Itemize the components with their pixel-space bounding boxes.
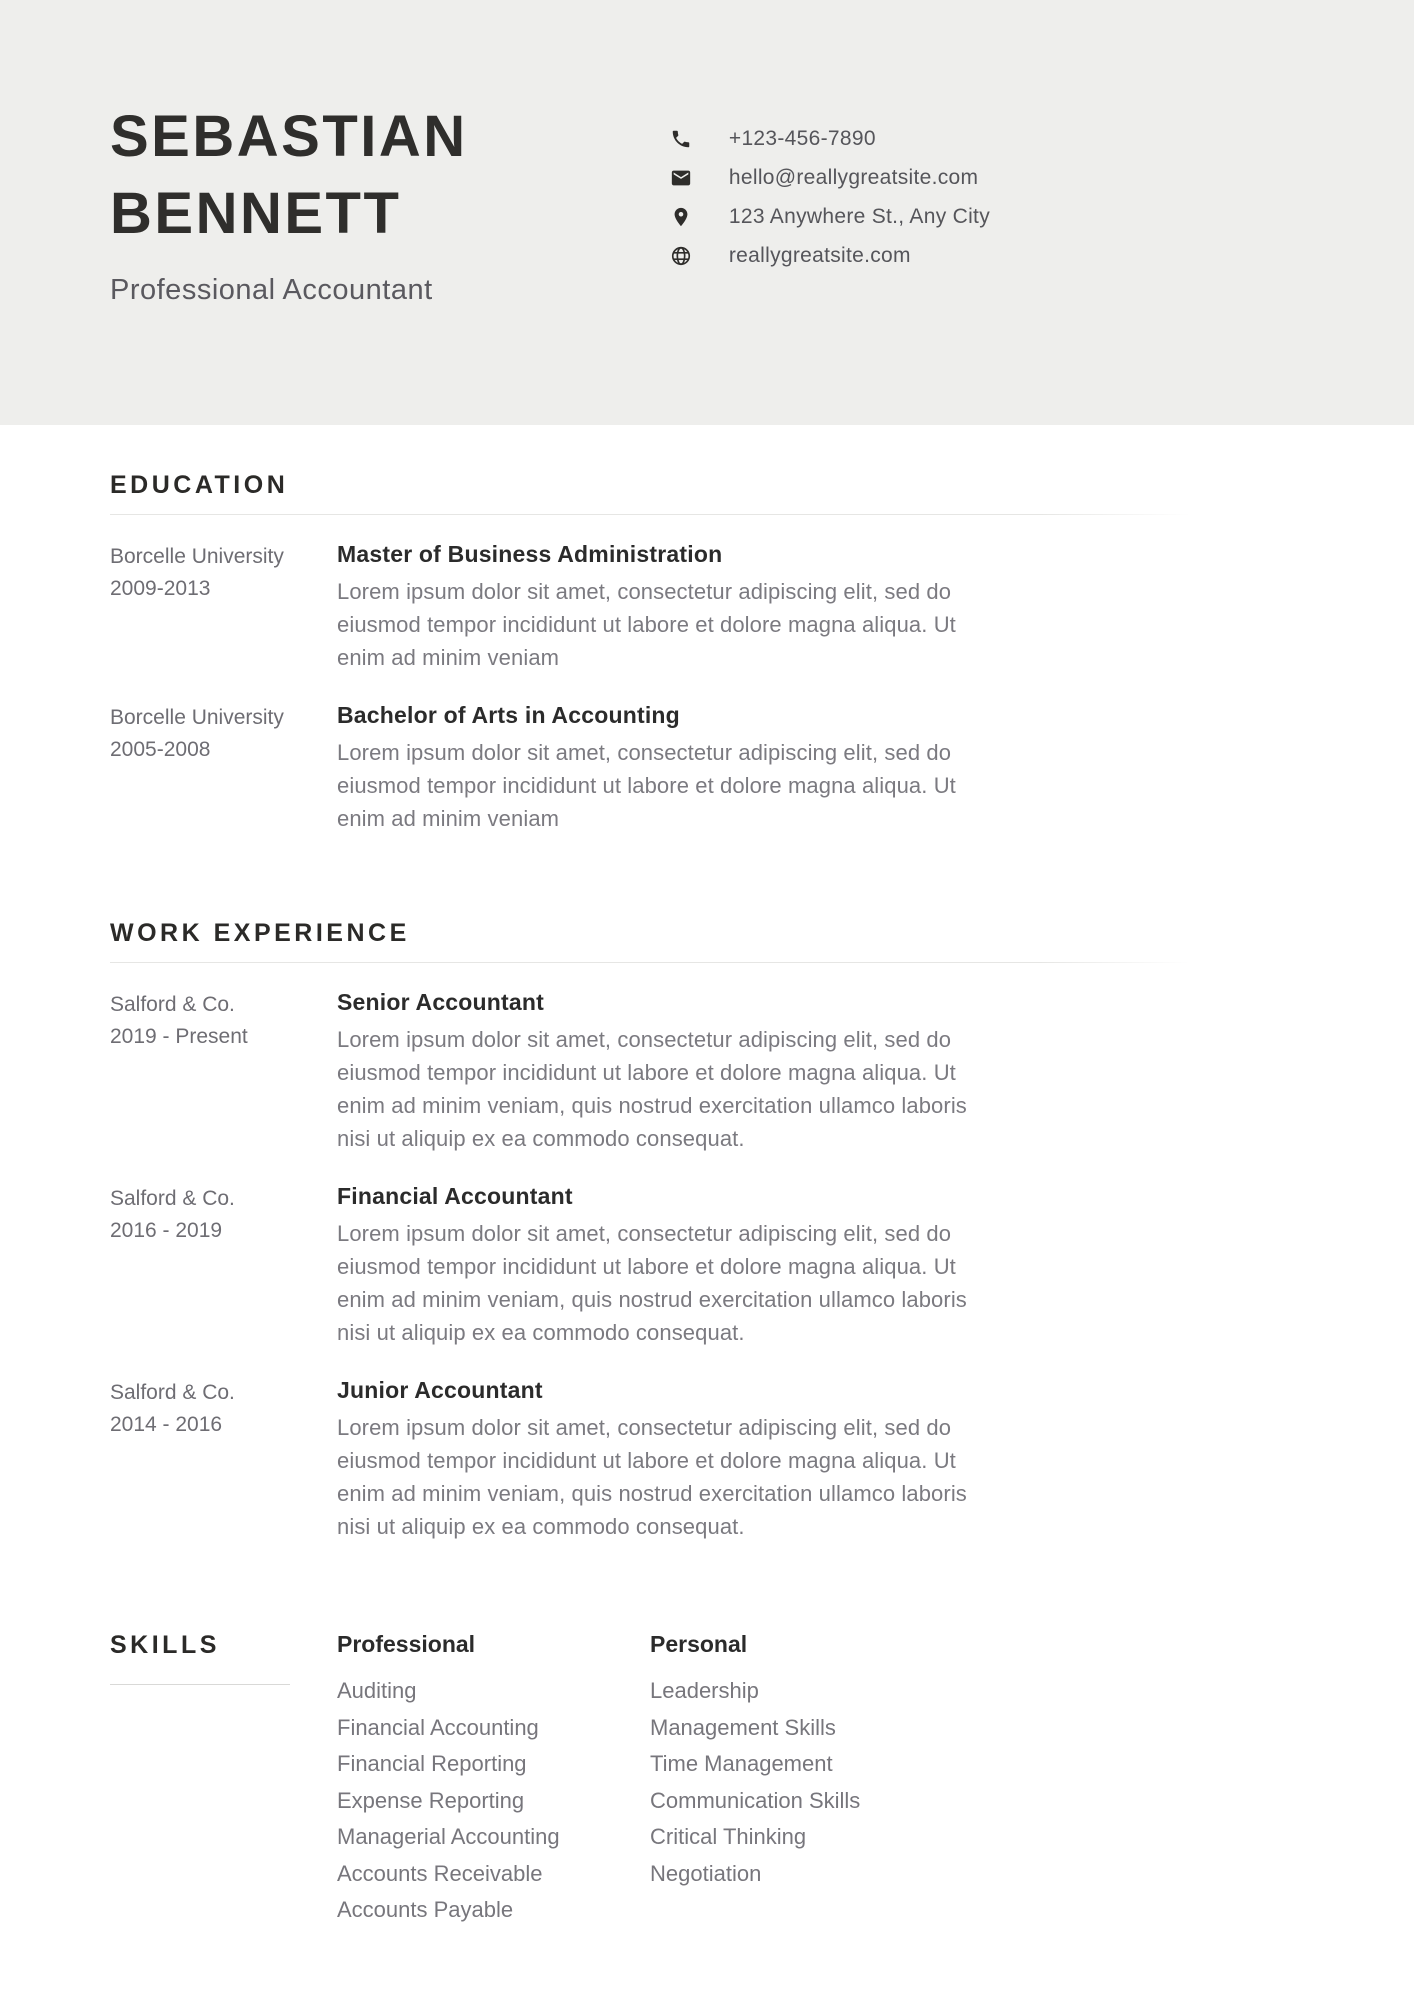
person-last-name: BENNETT: [110, 181, 402, 246]
website-url[interactable]: reallygreatsite.com: [728, 244, 911, 267]
skill-item: Accounts Receivable: [337, 1860, 543, 1886]
skill-item: Management Skills: [650, 1714, 836, 1740]
education-dates: 2005-2008: [110, 738, 211, 761]
skill-item: Managerial Accounting: [337, 1824, 560, 1849]
skill-item: Negotiation: [650, 1860, 762, 1886]
company-name: Salford & Co.: [110, 1381, 235, 1404]
education-entry: [110, 702, 1414, 835]
skill-item: Leadership: [650, 1678, 759, 1703]
phone-icon: [670, 128, 692, 150]
job-role-title: Senior Accountant: [337, 989, 545, 1015]
school-name: Borcelle University: [110, 706, 284, 729]
work-entry: [110, 1377, 1414, 1543]
skills-divider: [110, 1684, 290, 1685]
professional-skills-heading: Professional: [337, 1631, 476, 1657]
work-entry: [110, 1183, 1414, 1349]
work-experience-divider: [110, 962, 1190, 963]
contact-block: [670, 0, 990, 425]
phone-number[interactable]: +123-456-7890: [728, 127, 876, 150]
education-entry: [110, 541, 1414, 674]
person-first-name: SEBASTIAN: [110, 104, 468, 169]
skills-section: [110, 1571, 1414, 1929]
company-name: Salford & Co.: [110, 993, 235, 1016]
work-description: Lorem ipsum dolor sit amet, consectetur adipiscing elit, sed do eiusmod tempor incididunt ut labore et dolore magna aliqua. Ut enim ad minim veniam, quis nostrud exercitation ullamco laboris nisi ut aliquip ex ea commodo consequat.: [337, 1415, 967, 1539]
skills-heading: SKILLS: [110, 1631, 220, 1659]
education-heading: EDUCATION: [110, 471, 289, 499]
work-dates: 2016 - 2019: [110, 1219, 223, 1242]
education-description: Lorem ipsum dolor sit amet, consectetur adipiscing elit, sed do eiusmod tempor incididunt ut labore et dolore magna aliqua. Ut enim ad minim veniam: [337, 579, 956, 670]
skill-item: Expense Reporting: [337, 1787, 525, 1813]
education-entry-body: [337, 702, 992, 835]
contact-row-email: [670, 165, 990, 191]
professional-skills-group: [337, 1631, 650, 1929]
contact-row-website: [670, 243, 990, 269]
work-dates: 2019 - Present: [110, 1025, 248, 1048]
globe-icon: [670, 245, 692, 267]
work-dates: 2014 - 2016: [110, 1413, 223, 1436]
person-name: [110, 98, 468, 252]
personal-skills-heading: Personal: [650, 1631, 748, 1657]
skill-item: Auditing: [337, 1678, 417, 1703]
skill-item: Accounts Payable: [337, 1897, 514, 1922]
identity-block: [110, 0, 468, 425]
resume-body: [0, 425, 1414, 1929]
work-entry-body: [337, 989, 992, 1155]
work-experience-section: [110, 863, 1414, 1543]
education-description: Lorem ipsum dolor sit amet, consectetur adipiscing elit, sed do eiusmod tempor incididunt ut labore et dolore magna aliqua. Ut enim ad minim veniam: [337, 740, 956, 831]
location-icon: [670, 206, 692, 228]
education-section: [110, 425, 1414, 835]
skill-item: Critical Thinking: [650, 1824, 807, 1849]
school-name: Borcelle University: [110, 545, 284, 568]
education-divider: [110, 514, 1190, 515]
email-address[interactable]: hello@reallygreatsite.com: [728, 166, 979, 189]
degree-title: Master of Business Administration: [337, 541, 723, 567]
professional-skills-list: [337, 1673, 650, 1929]
work-entry: [110, 989, 1414, 1155]
work-entry-body: [337, 1183, 992, 1349]
work-description: Lorem ipsum dolor sit amet, consectetur adipiscing elit, sed do eiusmod tempor incididunt ut labore et dolore magna aliqua. Ut enim ad minim veniam, quis nostrud exercitation ullamco laboris nisi ut aliquip ex ea commodo consequat.: [337, 1027, 967, 1151]
job-role-title: Financial Accountant: [337, 1183, 573, 1209]
education-entry-body: [337, 541, 992, 674]
skill-item: Financial Accounting: [337, 1714, 539, 1740]
skills-heading-column: [110, 1631, 337, 1929]
work-entry-body: [337, 1377, 992, 1543]
education-entry-meta: [110, 541, 337, 674]
work-entry-meta: [110, 989, 337, 1155]
personal-skills-list: [650, 1673, 1414, 1892]
skill-item: Communication Skills: [650, 1787, 861, 1813]
job-title: Professional Accountant: [110, 274, 433, 306]
degree-title: Bachelor of Arts in Accounting: [337, 702, 680, 728]
education-entry-meta: [110, 702, 337, 835]
work-experience-heading: WORK EXPERIENCE: [110, 919, 410, 947]
education-dates: 2009-2013: [110, 577, 211, 600]
contact-row-phone: [670, 126, 990, 152]
work-description: Lorem ipsum dolor sit amet, consectetur adipiscing elit, sed do eiusmod tempor incididunt ut labore et dolore magna aliqua. Ut enim ad minim veniam, quis nostrud exercitation ullamco laboris nisi ut aliquip ex ea commodo consequat.: [337, 1221, 967, 1345]
job-role-title: Junior Accountant: [337, 1377, 543, 1403]
skill-item: Financial Reporting: [337, 1751, 527, 1776]
company-name: Salford & Co.: [110, 1187, 235, 1210]
email-icon: [670, 167, 692, 189]
work-entry-meta: [110, 1183, 337, 1349]
street-address: 123 Anywhere St., Any City: [728, 205, 990, 228]
contact-row-address: [670, 204, 990, 230]
skill-item: Time Management: [650, 1751, 833, 1776]
personal-skills-group: [650, 1631, 1414, 1929]
work-entry-meta: [110, 1377, 337, 1543]
resume-header: [0, 0, 1414, 425]
